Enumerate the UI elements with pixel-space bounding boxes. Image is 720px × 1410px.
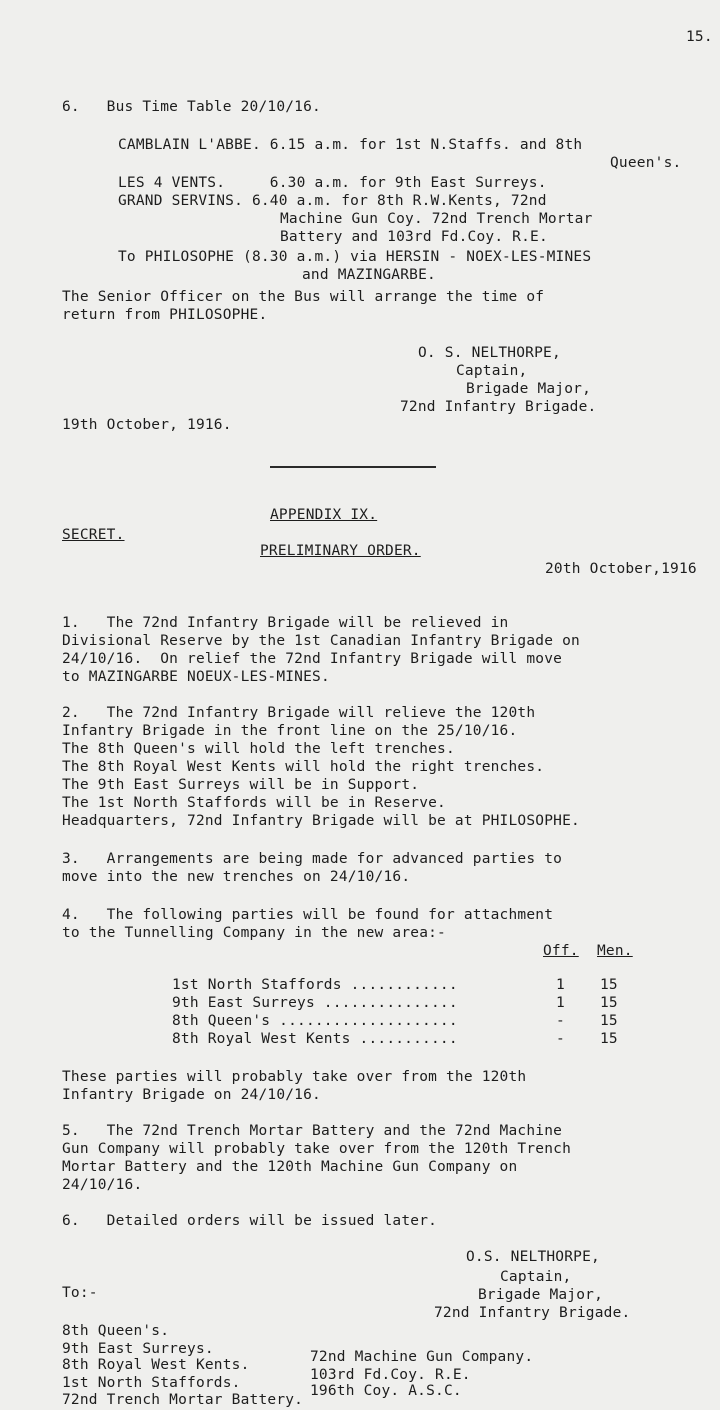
order-date: 20th October,1916 xyxy=(545,561,697,577)
distribution-item: 72nd Trench Mortar Battery. xyxy=(62,1392,304,1408)
bus-line: Battery and 103rd Fd.Coy. R.E. xyxy=(280,229,548,245)
distribution-item: 8th Royal West Kents. xyxy=(62,1357,250,1373)
order-title: PRELIMINARY ORDER. xyxy=(260,543,421,559)
paragraph-line: Mortar Battery and the 120th Machine Gun Company on xyxy=(62,1159,518,1175)
bus-heading: 6. Bus Time Table 20/10/16. xyxy=(62,99,321,115)
signature-name: O. S. NELTHORPE, xyxy=(418,345,561,361)
paragraph-line: The 8th Queen's will hold the left trenches. xyxy=(62,741,455,757)
paragraph-line: 2. The 72nd Infantry Brigade will relieve the 120th xyxy=(62,705,536,721)
paragraph-line: to the Tunnelling Company in the new area:- xyxy=(62,925,446,941)
paragraph-line: 1. The 72nd Infantry Brigade will be relieved in xyxy=(62,615,509,631)
bus-line: Queen's. xyxy=(610,155,682,171)
table-off: 1 xyxy=(556,977,565,993)
table-men: 15 xyxy=(600,1013,618,1029)
bus-line: To PHILOSOPHE (8.30 a.m.) via HERSIN - NOEX-LES-MINES xyxy=(118,249,592,265)
table-header-off: Off. xyxy=(543,943,579,959)
date-line: 19th October, 1916. xyxy=(62,417,232,433)
distribution-item: 196th Coy. A.S.C. xyxy=(310,1383,462,1399)
divider-rule xyxy=(270,466,436,468)
distribution-item: 72nd Machine Gun Company. xyxy=(310,1349,534,1365)
paragraph-line: 4. The following parties will be found for attachment xyxy=(62,907,554,923)
table-men: 15 xyxy=(600,995,618,1011)
table-off: - xyxy=(556,1013,565,1029)
table-header-men: Men. xyxy=(597,943,633,959)
table-off: 1 xyxy=(556,995,565,1011)
signature-unit: 72nd Infantry Brigade. xyxy=(400,399,597,415)
paragraph-line: These parties will probably take over from the 120th xyxy=(62,1069,527,1085)
signature-rank: Captain, xyxy=(500,1269,572,1285)
paragraph-line: to MAZINGARBE NOEUX-LES-MINES. xyxy=(62,669,330,685)
signature-name: O.S. NELTHORPE, xyxy=(466,1249,600,1265)
paragraph-line: 24/10/16. On relief the 72nd Infantry Brigade will move xyxy=(62,651,563,667)
signature-rank: Captain, xyxy=(456,363,528,379)
paragraph-line: 3. Arrangements are being made for advanced parties to xyxy=(62,851,563,867)
signature-unit: 72nd Infantry Brigade. xyxy=(434,1305,631,1321)
bus-line: GRAND SERVINS. 6.40 a.m. for 8th R.W.Kents, 72nd xyxy=(118,193,547,209)
paragraph-line: The 9th East Surreys will be in Support. xyxy=(62,777,420,793)
distribution-item: 8th Queen's. xyxy=(62,1323,170,1339)
signature-role: Brigade Major, xyxy=(478,1287,604,1303)
page-number: 15. xyxy=(686,29,713,45)
table-men: 15 xyxy=(600,977,618,993)
appendix-title: APPENDIX IX. xyxy=(270,507,378,523)
paragraph-line: The 8th Royal West Kents will hold the right trenches. xyxy=(62,759,545,775)
table-men: 15 xyxy=(600,1031,618,1047)
bus-line: Machine Gun Coy. 72nd Trench Mortar xyxy=(280,211,593,227)
to-label: To:- xyxy=(62,1285,98,1301)
paragraph-line: move into the new trenches on 24/10/16. xyxy=(62,869,411,885)
distribution-item: 103rd Fd.Coy. R.E. xyxy=(310,1367,471,1383)
bus-line: return from PHILOSOPHE. xyxy=(62,307,268,323)
paragraph-line: Headquarters, 72nd Infantry Brigade will be at PHILOSOPHE. xyxy=(62,813,580,829)
paragraph-line: Infantry Brigade on 24/10/16. xyxy=(62,1087,321,1103)
distribution-item: 9th East Surreys. xyxy=(62,1341,214,1357)
bus-line: and MAZINGARBE. xyxy=(302,267,436,283)
distribution-item: 1st North Staffords. xyxy=(62,1375,241,1391)
table-unit: 8th Royal West Kents ........... xyxy=(172,1031,458,1047)
table-unit: 9th East Surreys ............... xyxy=(172,995,458,1011)
paragraph-line: Infantry Brigade in the front line on the 25/10/16. xyxy=(62,723,518,739)
bus-line: CAMBLAIN L'ABBE. 6.15 a.m. for 1st N.Staffs. and 8th xyxy=(118,137,583,153)
signature-role: Brigade Major, xyxy=(466,381,592,397)
paragraph-line: 24/10/16. xyxy=(62,1177,143,1193)
bus-line: LES 4 VENTS. 6.30 a.m. for 9th East Surreys. xyxy=(118,175,547,191)
paragraph-line: 6. Detailed orders will be issued later. xyxy=(62,1213,438,1229)
secret-label: SECRET. xyxy=(62,527,125,543)
paragraph-line: 5. The 72nd Trench Mortar Battery and the 72nd Machine xyxy=(62,1123,563,1139)
paragraph-line: Gun Company will probably take over from the 120th Trench xyxy=(62,1141,571,1157)
table-unit: 8th Queen's .................... xyxy=(172,1013,458,1029)
table-unit: 1st North Staffords ............ xyxy=(172,977,458,993)
paragraph-line: Divisional Reserve by the 1st Canadian Infantry Brigade on xyxy=(62,633,580,649)
bus-line: The Senior Officer on the Bus will arrange the time of xyxy=(62,289,545,305)
paragraph-line: The 1st North Staffords will be in Reserve. xyxy=(62,795,446,811)
table-off: - xyxy=(556,1031,565,1047)
